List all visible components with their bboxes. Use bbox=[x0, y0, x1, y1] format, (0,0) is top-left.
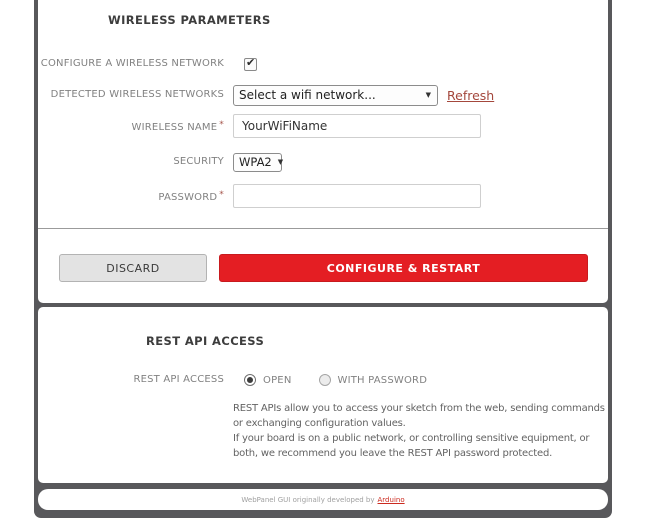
rest-api-access-label: REST API ACCESS bbox=[133, 374, 224, 385]
password-input[interactable] bbox=[233, 184, 481, 208]
configure-network-label: CONFIGURE A WIRELESS NETWORK bbox=[40, 58, 224, 69]
arduino-link[interactable]: Arduino bbox=[377, 495, 405, 504]
rest-api-access-row bbox=[38, 372, 608, 388]
wireless-name-input[interactable] bbox=[233, 114, 481, 138]
wireless-name-row bbox=[38, 114, 608, 138]
password-label: PASSWORD * bbox=[158, 189, 224, 203]
rest-api-heading: REST API ACCESS bbox=[146, 334, 265, 348]
configure-network-checkbox[interactable] bbox=[244, 55, 257, 71]
configure-restart-button[interactable]: CONFIGURE & RESTART bbox=[219, 254, 588, 282]
rest-api-description-line1: REST APIs allow you to access your sketch from the web, sending commands or exchanging configuration values. bbox=[233, 403, 605, 429]
with-password-radio-label: WITH PASSWORD bbox=[337, 374, 428, 386]
checkmark-icon: ✔ bbox=[246, 55, 256, 69]
open-radio-label: OPEN bbox=[263, 374, 292, 386]
rest-api-description bbox=[233, 401, 607, 461]
detected-networks-row bbox=[38, 84, 608, 106]
footer-bar bbox=[38, 489, 608, 510]
security-row bbox=[38, 152, 608, 172]
discard-button[interactable]: DISCARD bbox=[59, 254, 207, 282]
chevron-down-icon: ▼ bbox=[425, 91, 431, 99]
rest-api-description-line2: If your board is on a public network, or controlling sensitive equipment, or both, we recommend you leave the REST API password protected. bbox=[233, 433, 590, 459]
detected-networks-label: DETECTED WIRELESS NETWORKS bbox=[50, 89, 224, 100]
security-label: SECURITY bbox=[173, 156, 224, 167]
password-row bbox=[38, 184, 608, 208]
security-select[interactable] bbox=[233, 153, 282, 172]
rest-api-panel bbox=[38, 307, 608, 483]
wireless-parameters-panel bbox=[38, 0, 608, 303]
wifi-network-select[interactable] bbox=[233, 85, 438, 106]
chevron-down-icon: ▼ bbox=[277, 158, 284, 166]
refresh-link[interactable]: Refresh bbox=[447, 87, 495, 103]
required-asterisk: * bbox=[219, 189, 224, 200]
security-select-value: WPA2 bbox=[239, 155, 272, 169]
wifi-network-select-value: Select a wifi network... bbox=[239, 88, 376, 102]
action-buttons-bar bbox=[38, 229, 608, 303]
open-radio[interactable] bbox=[244, 374, 256, 386]
page-frame bbox=[34, 0, 612, 518]
configure-network-row bbox=[38, 56, 608, 72]
wireless-name-label: WIRELESS NAME * bbox=[131, 119, 224, 133]
wireless-parameters-heading: WIRELESS PARAMETERS bbox=[108, 13, 271, 27]
with-password-radio[interactable] bbox=[319, 374, 331, 386]
required-asterisk: * bbox=[219, 119, 224, 130]
footer-credit-text: WebPanel GUI originally developed by bbox=[241, 495, 375, 504]
